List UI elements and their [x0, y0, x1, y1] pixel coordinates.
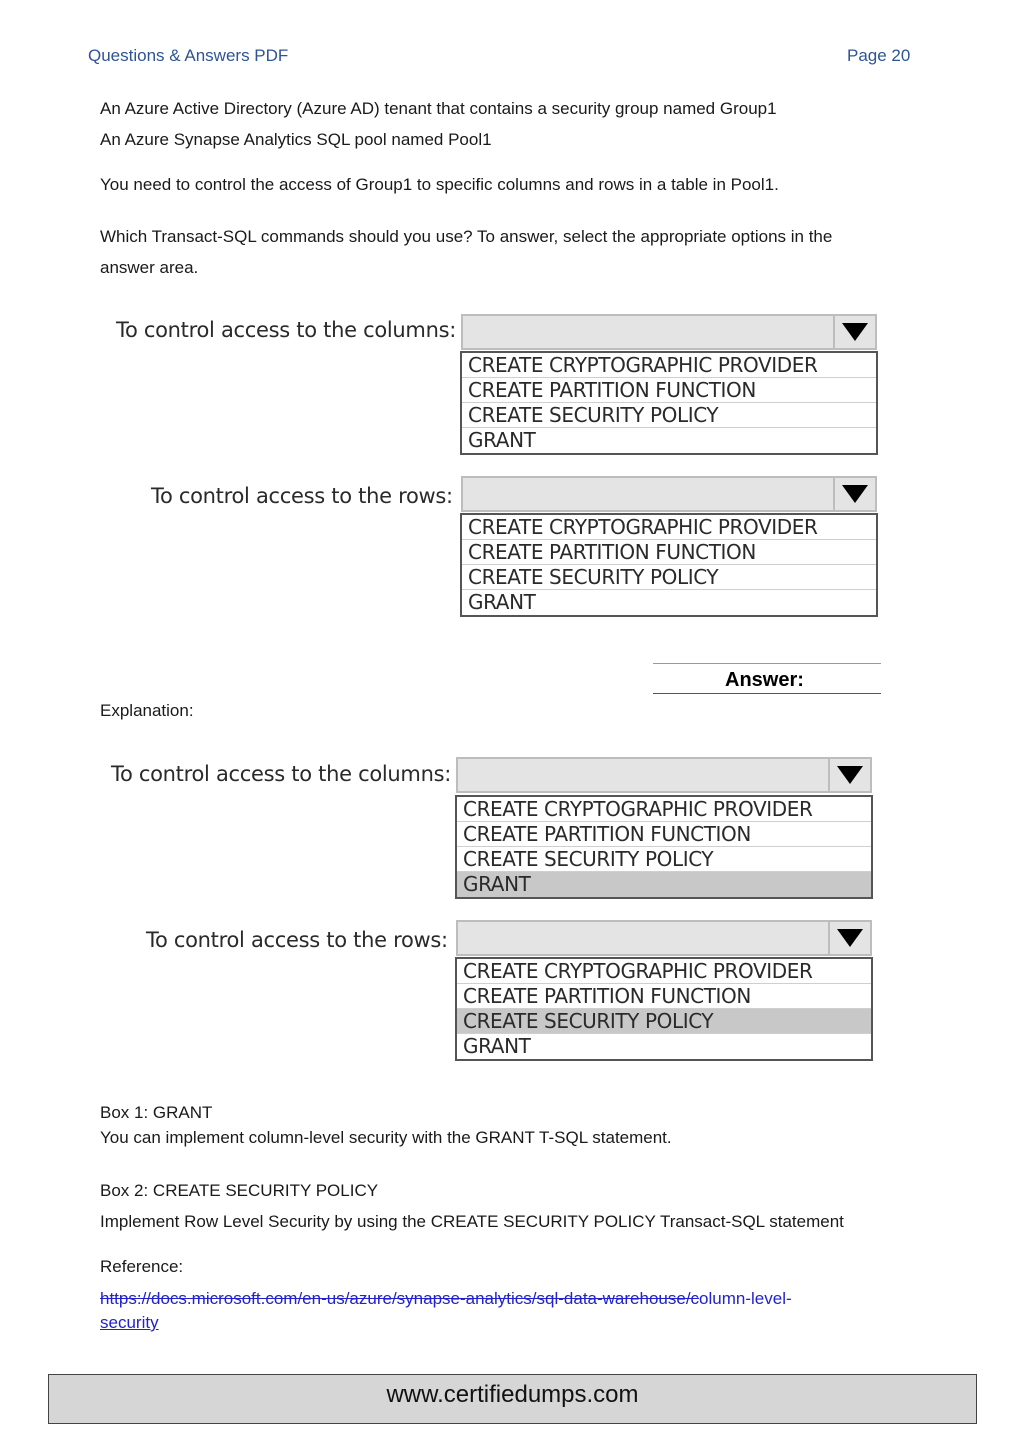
chevron-down-icon — [842, 323, 868, 341]
option-create-cryptographic-provider[interactable]: CREATE CRYPTOGRAPHIC PROVIDER — [457, 959, 871, 984]
option-create-security-policy[interactable]: CREATE SECURITY POLICY — [462, 565, 876, 590]
option-create-security-policy[interactable]: CREATE SECURITY POLICY — [457, 847, 871, 872]
chevron-down-icon — [837, 929, 863, 947]
answer-columns-options — [455, 795, 873, 899]
intro-line-2: An Azure Synapse Analytics SQL pool named Pool1 — [100, 130, 492, 149]
option-grant-selected[interactable]: GRANT — [457, 872, 871, 897]
reference-link-continued[interactable] — [100, 1313, 159, 1333]
reference-link-part1[interactable]: https://docs.microsoft.com/en-us/azure/synapse-analytics/sql-data-warehouse/c — [100, 1289, 700, 1308]
page-number: Page 20 — [847, 46, 911, 65]
reference-link-part3[interactable]: security — [100, 1313, 159, 1332]
requirement-text: You need to control the access of Group1 to specific columns and rows in a table in Pool1. — [100, 175, 779, 194]
box1-title: Box 1: GRANT — [100, 1103, 213, 1122]
box2-title: Box 2: CREATE SECURITY POLICY — [100, 1181, 379, 1200]
option-create-partition-function[interactable]: CREATE PARTITION FUNCTION — [457, 984, 871, 1009]
question-rows-dropdown[interactable] — [461, 476, 877, 512]
dropdown-button[interactable] — [828, 759, 870, 791]
option-create-cryptographic-provider[interactable]: CREATE CRYPTOGRAPHIC PROVIDER — [462, 353, 876, 378]
question-columns-options — [460, 351, 878, 455]
option-create-security-policy-selected[interactable]: CREATE SECURITY POLICY — [457, 1009, 871, 1034]
question-columns-label: To control access to the columns: — [116, 318, 457, 342]
chevron-down-icon — [842, 485, 868, 503]
question-columns-dropdown[interactable] — [461, 314, 877, 350]
explanation-label: Explanation: — [100, 701, 194, 720]
chevron-down-icon — [837, 766, 863, 784]
option-create-cryptographic-provider[interactable]: CREATE CRYPTOGRAPHIC PROVIDER — [462, 515, 876, 540]
option-create-cryptographic-provider[interactable]: CREATE CRYPTOGRAPHIC PROVIDER — [457, 797, 871, 822]
option-grant[interactable]: GRANT — [468, 590, 536, 614]
question-line-2: answer area. — [100, 258, 199, 277]
option-grant[interactable]: GRANT — [463, 1034, 531, 1058]
footer-site: www.certifiedumps.com — [386, 1381, 639, 1408]
question-rows-label: To control access to the rows: — [151, 484, 453, 508]
answer-rows-dropdown[interactable] — [456, 920, 872, 956]
reference-link[interactable] — [100, 1289, 792, 1309]
option-create-partition-function[interactable]: CREATE PARTITION FUNCTION — [462, 378, 876, 403]
question-line-1: Which Transact-SQL commands should you use? To answer, select the appropriate options in the — [100, 227, 833, 246]
intro-line-1: An Azure Active Directory (Azure AD) tenant that contains a security group named Group1 — [100, 99, 777, 118]
answer-label: Answer: — [725, 669, 804, 691]
dropdown-button[interactable] — [833, 478, 875, 510]
box2-text: Implement Row Level Security by using the CREATE SECURITY POLICY Transact-SQL statement — [100, 1212, 844, 1231]
box1-text: You can implement column-level security with the GRANT T-SQL statement. — [100, 1128, 672, 1147]
answer-columns-dropdown[interactable] — [456, 757, 872, 793]
page-header-left: Questions & Answers PDF — [88, 46, 289, 65]
footer-banner — [48, 1374, 977, 1424]
option-create-partition-function[interactable]: CREATE PARTITION FUNCTION — [462, 540, 876, 565]
option-grant[interactable]: GRANT — [468, 428, 536, 452]
dropdown-button[interactable] — [828, 922, 870, 954]
reference-label: Reference: — [100, 1257, 184, 1276]
question-rows-options — [460, 513, 878, 617]
dropdown-button[interactable] — [833, 316, 875, 348]
answer-columns-label: To control access to the columns: — [111, 762, 452, 786]
answer-heading — [653, 663, 881, 694]
answer-rows-label: To control access to the rows: — [146, 928, 448, 952]
reference-link-part2[interactable]: olumn-level- — [699, 1289, 792, 1308]
answer-rows-options — [455, 957, 873, 1061]
option-create-partition-function[interactable]: CREATE PARTITION FUNCTION — [457, 822, 871, 847]
option-create-security-policy[interactable]: CREATE SECURITY POLICY — [462, 403, 876, 428]
